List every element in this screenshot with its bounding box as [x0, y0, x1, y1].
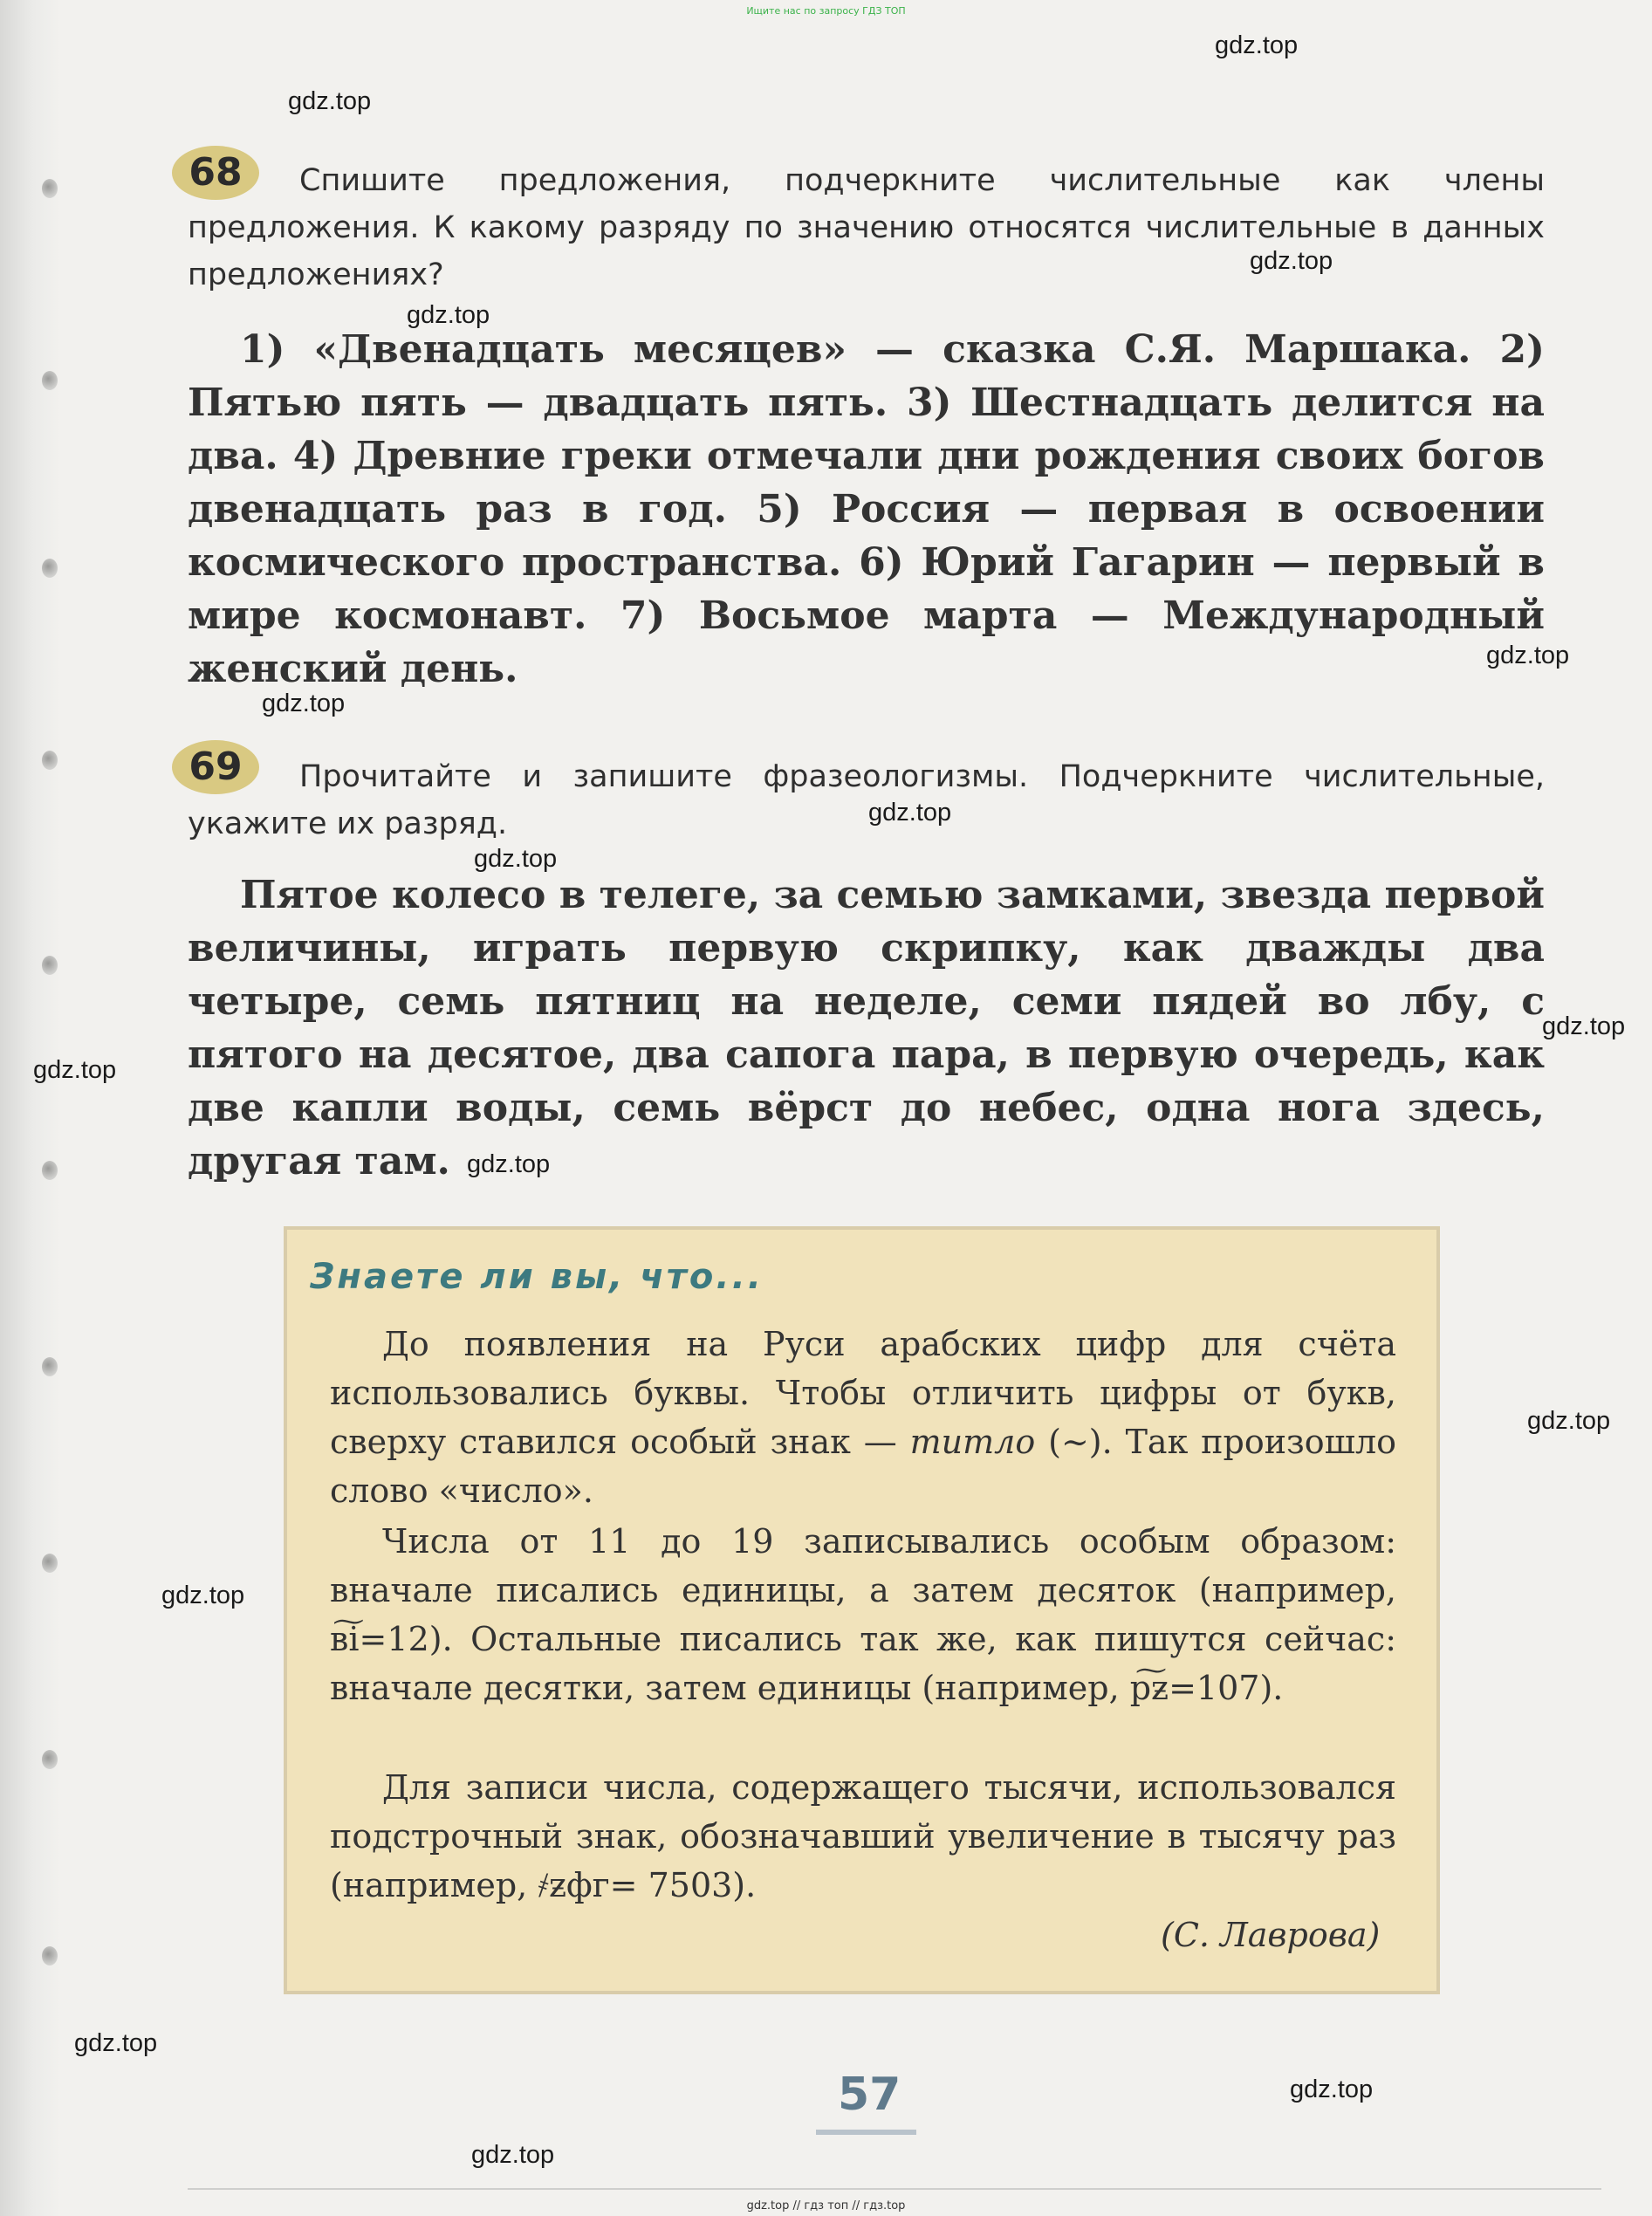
- page-binding: [0, 0, 61, 2216]
- binding-hole: [42, 751, 58, 770]
- info-paragraph-2: Числа от 11 до 19 записывались особым образом: вначале писались единицы, а затем десяток (например, в͠і=12). Остальные писались так же, как пишутся сейчас: вначале десятки, затем единицы (например, р͠ƶ=107).: [330, 1522, 1396, 1707]
- watermark: gdz.top: [1542, 1012, 1626, 1040]
- watermark: gdz.top: [467, 1150, 551, 1178]
- task-68-instruction: Спишите предложения, подчеркните числительные как члены предложения. К какому разряду по значению относятся числительные в данных предложениях?: [188, 163, 1545, 292]
- watermark: gdz.top: [161, 1581, 245, 1609]
- watermark: gdz.top: [1486, 641, 1570, 669]
- info-author: (С. Лаврова): [1161, 1916, 1381, 1954]
- binding-hole: [42, 956, 58, 975]
- watermark: gdz.top: [74, 2029, 158, 2057]
- watermark: gdz.top: [474, 845, 558, 873]
- watermark: gdz.top: [868, 799, 952, 827]
- watermark: gdz.top: [1250, 247, 1333, 275]
- binding-hole: [42, 371, 58, 390]
- binding-hole: [42, 1554, 58, 1573]
- task-69-number: 69: [172, 740, 259, 794]
- watermark: gdz.top: [288, 87, 372, 115]
- binding-hole: [42, 559, 58, 578]
- info-paragraph-1: [330, 1320, 1396, 1515]
- watermark: gdz.top: [33, 1056, 117, 1084]
- task-68-number: 68: [172, 146, 259, 200]
- binding-hole: [42, 1357, 58, 1376]
- binding-hole: [42, 179, 58, 198]
- watermark: gdz.top: [471, 2141, 555, 2169]
- bottom-divider: [188, 2188, 1601, 2190]
- watermark: gdz.top: [1215, 31, 1299, 59]
- info-paragraph-1-text: До появления на Руси арабских цифр для счёта использовались буквы. Чтобы отличить цифры от букв, сверху ставился особый знак —: [330, 1325, 1396, 1461]
- binding-hole: [42, 1946, 58, 1966]
- info-title: Знаете ли вы, что...: [310, 1257, 764, 1297]
- task-68-text: 1) «Двенадцать месяцев» — сказка С.Я. Маршака. 2) Пятью пять — двадцать пять. 3) Шестнадцать делится на два. 4) Древние греки отмечали дни рождения своих богов двенадцать раз в год. 5) Россия — первая в освоении космического пространства. 6) Юрий Гагарин — первый в мире космонавт. 7) Восьмое марта — Международный женский день.: [188, 327, 1545, 691]
- page-number: 57: [838, 2068, 901, 2121]
- info-paragraph-3: Для записи числа, содержащего тысячи, использовался подстрочный знак, обозначавший увеличение в тысячу раз (например, ҂ƶфг= 7503).: [330, 1768, 1396, 1904]
- watermark: gdz.top: [262, 689, 346, 717]
- binding-hole: [42, 1750, 58, 1769]
- bottom-banner[interactable]: gdz.top // гдз топ // гдз.top: [746, 2199, 906, 2213]
- watermark: gdz.top: [1290, 2075, 1374, 2103]
- task-69-instruction: Прочитайте и запишите фразеологизмы. Подчеркните числительные, укажите их разряд.: [188, 759, 1545, 841]
- task-69-text: Пятое колесо в телеге, за семью замками, звезда первой величины, играть первую скрипку, как дважды два четыре, семь пятниц на неделе, семи пядей во лбу, с пятого на десятое, два сапога пара, в первую очередь, как две капли воды, семь вёрст до небес, одна нога здесь, другая там.: [188, 873, 1545, 1183]
- info-term-titlo: титло: [909, 1423, 1036, 1461]
- watermark: gdz.top: [407, 301, 490, 329]
- page-number-underline: [816, 2130, 916, 2135]
- info-paragraph-1-text-end: (~). Так произошло слово «число».: [330, 1423, 1396, 1510]
- watermark: gdz.top: [1527, 1407, 1611, 1435]
- binding-hole: [42, 1161, 58, 1180]
- top-banner[interactable]: Ищите нас по запросу ГДЗ ТОП: [746, 5, 906, 17]
